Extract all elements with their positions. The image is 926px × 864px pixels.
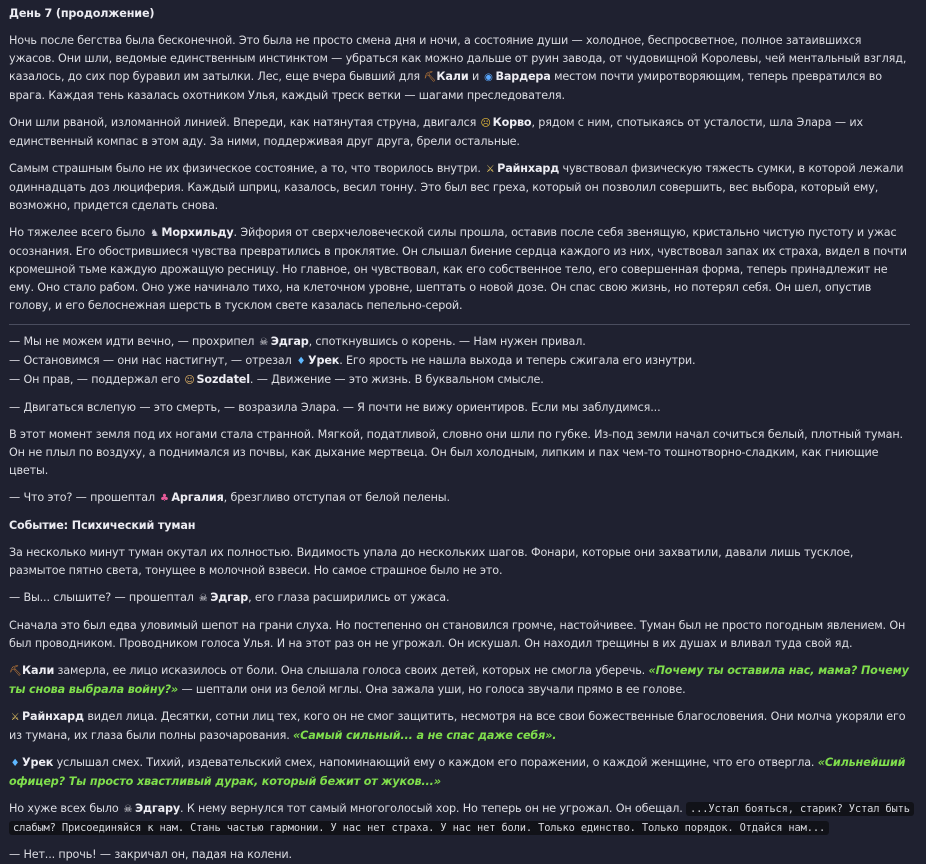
paragraph-1 (9, 32, 910, 105)
water-drop-icon: ◉ (484, 72, 493, 83)
text: — шептали они из белой мглы. Она зажала уши, но голоса звучали прямо в ее голове. (181, 683, 686, 696)
text: замерла, ее лицо исказилось от боли. Она слышала голоса своих детей, которых не смогла уберечь. (57, 664, 646, 677)
text: . К нему вернулся тот самый многоголосый хор. Но теперь он не угрожал. Он обещал. (180, 802, 683, 815)
text: — Остановимся — они нас настигнут, — отрезал (9, 354, 292, 367)
text: и (471, 70, 480, 83)
gem-icon: ♦ (296, 356, 306, 367)
paragraph-8: За несколько минут туман окутал их полностью. Видимость упала до нескольких шагов. Фонари, которые они захватили, давали лишь тусклое, размытое пятно света, тонущее в молочной взвеси. Но самое страшное было не это. (9, 546, 854, 577)
wolf-icon: ♞ (149, 228, 159, 239)
name-urek: Урек (307, 354, 340, 367)
paragraph-11 (9, 662, 910, 699)
text: Но тяжелее всего было (9, 226, 145, 239)
skull-icon: ☠ (198, 593, 208, 604)
paragraph-3 (9, 160, 910, 215)
paragraph-5: — Двигаться вслепую — это смерть, — возразила Элара. — Я почти не вижу ориентиров. Если мы заблудимся... (9, 401, 661, 414)
text: , брезгливо отступая от белой пелены. (223, 491, 450, 504)
divider (9, 324, 910, 325)
text: — Что это? — прошептал (9, 491, 155, 504)
paragraph-13 (9, 754, 910, 791)
pickaxe-icon: ⛏ (423, 72, 436, 83)
text: Но хуже всех было (9, 802, 119, 815)
name-sozdatel: Sozdatel (196, 373, 250, 386)
paragraph-14 (9, 800, 910, 837)
text: Они шли рваной, изломанной линией. Впереди, как натянутая струна, двигался (9, 116, 477, 129)
name-rainhard: Райнхард (22, 710, 84, 723)
crossed-swords-icon: ⚔ (485, 164, 495, 175)
paragraph-4 (9, 224, 910, 315)
paragraph-9 (9, 589, 910, 608)
face-icon: ☹ (480, 118, 491, 129)
name-kali: Кали (22, 664, 55, 677)
text: . — Движение — это жизнь. В буквальном смысле. (249, 373, 544, 386)
name-argalia: Аргалия (171, 491, 224, 504)
text: местом почти умиротворяющим, теперь превратился во врага. Каждая тень казалась охотником Улья, каждый треск ветки — шагами преследователя. (9, 70, 882, 102)
name-edgar: Эдгар (270, 335, 309, 348)
text: , споткнувшись о корень. — Нам нужен привал. (308, 335, 586, 348)
skull-icon: ☠ (123, 804, 133, 815)
text: — Мы не можем идти вечно, — прохрипел (9, 335, 255, 348)
paragraph-10: Сначала это был едва уловимый шепот на грани слуха. Но постепенно он становился громче, настойчивее. Туман был не просто погодным явлением. Он был проводником. Проводником голоса Улья. И на этот раз он не угрожал. Он искушал. Он находил трещины в их душах и вливал туда свой яд. (9, 619, 906, 650)
name-rainhard: Райнхард (497, 162, 560, 175)
name-morhild: Морхильду (161, 226, 234, 239)
dialogue-line-1 (9, 333, 910, 352)
event-heading: Событие: Психический туман (9, 519, 196, 532)
name-kali: Кали (436, 70, 469, 83)
quote-faces: «Самый сильный... а не спас даже себя». (293, 729, 557, 742)
name-edgar: Эдгар (210, 591, 249, 604)
paragraph-6: В этот момент земля под их ногами стала странной. Мягкой, податливой, словно они шли по губке. Из-под земли начал сочиться белый, плотный туман. Он не плыл по воздуху, а поднимался из почвы, как дыхание мертвеца. Он был холодным, липким и пах чем-то тошнотворно-сладким, как гниющие цветы. (9, 428, 903, 477)
name-korvo: Корво (492, 116, 532, 129)
pickaxe-icon: ⛏ (9, 666, 22, 677)
text: — Он прав, — поддержал его (9, 373, 181, 386)
dialogue-line-2 (9, 352, 910, 371)
text: чувствовал физическую тяжесть сумки, в которой лежали одиннадцать доз люциферия. Каждый шприц, казалось, весил тонну. Это был вес греха, который он позволил совершить, вес выбора, который ему, возможно, придется сделать снова. (9, 162, 904, 212)
paragraph-2 (9, 114, 910, 151)
text: Ночь после бегства была бесконечной. Это была не просто смена дня и ночи, а состояние души — холодное, беспросветное, полное затаившихся ужасов. Они шли, ведомые единственным инстинктом — убраться как можно дальше от руин завода, от чудовищной Королевы, чей ментальный взгляд, казалось, до сих пор буравил им затылки. Лес, еще вчера бывший для (9, 34, 907, 83)
theater-masks-icon: ♣ (159, 493, 169, 504)
crossed-swords-icon: ⚔ (10, 712, 20, 723)
name-urek: Урек (22, 756, 54, 769)
text: . Его ярость не нашла выхода и теперь сжигала его изнутри. (339, 354, 696, 367)
technologist-icon: ☺ (184, 375, 195, 386)
inline-code-whisper: ...Устал бояться, старик? Устал быть слабым? Присоединяйся к нам. Стань частью гармонии. У нас нет страха. У нас нет боли. Только единство. Только порядок. Отдайся нам... (9, 802, 914, 835)
quote-laughter: «Сильнейший офицер? Ты просто хвастливый дурак, который бежит от жуков...» (9, 756, 906, 788)
name-varder: Вардера (495, 70, 551, 83)
text: — Вы... слышите? — прошептал (9, 591, 194, 604)
paragraph-12 (9, 708, 910, 745)
paragraph-15: — Нет... прочь! — закричал он, падая на колени. (9, 848, 292, 861)
text: услышал смех. Тихий, издевательский смех, напоминающий ему о каждом его поражении, о каждой женщине, что его отвергла. (56, 756, 815, 769)
text: Самым страшным было не их физическое состояние, а то, что творилось внутри. (9, 162, 481, 175)
quote-children: «Почему ты оставила нас, мама? Почему ты снова выбрала войну?» (9, 664, 909, 696)
name-edgar: Эдгару (134, 802, 181, 815)
paragraph-7 (9, 489, 910, 508)
dialogue-line-3 (9, 371, 910, 390)
text: , рядом с ним, спотыкаясь от усталости, шла Элара — их единственный компас в этом аду. За ними, поддерживая друг друга, брели остальные. (9, 116, 863, 148)
skull-icon: ☠ (259, 337, 269, 348)
gem-icon: ♦ (10, 758, 20, 769)
section-heading: День 7 (продолжение) (9, 7, 155, 20)
text: видел лица. Десятки, сотни лиц тех, кого он не смог защитить, несмотря на все свои божественные благословения. Они молча укоряли его из тумана, их глаза были полны разочарования. (9, 710, 906, 742)
text: . Эйфория от сверхчеловеческой силы прошла, оставив после себя звенящую, кристально чистую пустоту и ужас осознания. Его обострившиеся чувства превратились в проклятие. Он слышал биение сердца каждого из них, чувствовал запах их страха, видел в почти кромешной тьме каждую дрожащую ресницу. Но главное, он чувствовал, как его собственное тело, его совершенная форма, теперь принадлежит не ему. Оно стало рабом. Оно уже начинало тихо, на клеточном уровне, шептать о новой дозе. Он спас свою жизнь, но потерял себя. Он шел, опустив голову, и его белоснежная шерсть в тусклом свете казалась пепельно-серой. (9, 226, 907, 312)
text: , его глаза расширились от ужаса. (248, 591, 450, 604)
